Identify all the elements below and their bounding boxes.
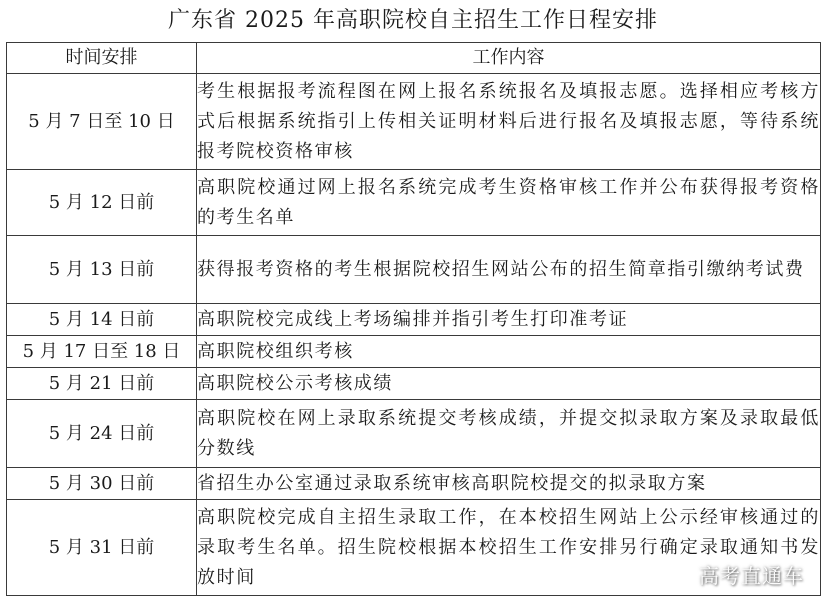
table-row: [7, 368, 821, 400]
row-content: 高职院校通过网上报名系统完成考生资格审核工作并公布获得报考资格的考生名单: [197, 170, 821, 236]
row-content: 获得报考资格的考生根据院校招生网站公布的招生简章指引缴纳考试费: [197, 236, 821, 304]
table-row: [7, 304, 821, 336]
table-header-row: [7, 43, 821, 74]
row-content: 高职院校完成线上考场编排并指引考生打印准考证: [197, 304, 821, 336]
row-time: 5 月 31 日前: [7, 500, 197, 596]
row-time: 5 月 12 日前: [7, 170, 197, 236]
row-content: 高职院校在网上录取系统提交考核成绩，并提交拟录取方案及录取最低分数线: [197, 400, 821, 468]
row-content: 高职院校完成自主招生录取工作，在本校招生网站上公示经审核通过的录取考生名单。招生院校根据本校招生工作安排另行确定录取通知书发放时间: [197, 500, 821, 596]
row-time: 5 月 24 日前: [7, 400, 197, 468]
row-time: 5 月 14 日前: [7, 304, 197, 336]
table-row: [7, 74, 821, 170]
row-content: 考生根据报考流程图在网上报名系统报名及填报志愿。选择相应考核方式后根据系统指引上传相关证明材料后进行报名及填报志愿，等待系统报考院校资格审核: [197, 74, 821, 170]
row-time: 5 月 13 日前: [7, 236, 197, 304]
table-row: [7, 336, 821, 368]
header-content: 工作内容: [197, 43, 821, 74]
row-time: 5 月 17 日至 18 日: [7, 336, 197, 368]
table-row: [7, 400, 821, 468]
watermark: 高考直通车: [699, 564, 804, 588]
table-row: [7, 170, 821, 236]
row-time: 5 月 30 日前: [7, 468, 197, 500]
row-time: 5 月 21 日前: [7, 368, 197, 400]
schedule-table: [6, 42, 821, 596]
row-content: 高职院校组织考核: [197, 336, 821, 368]
row-time: 5 月 7 日至 10 日: [7, 74, 197, 170]
header-time: 时间安排: [7, 43, 197, 74]
page-title: 广东省 2025 年高职院校自主招生工作日程安排: [168, 8, 658, 33]
row-content: 省招生办公室通过录取系统审核高职院校提交的拟录取方案: [197, 468, 821, 500]
table-row: [7, 468, 821, 500]
row-content: 高职院校公示考核成绩: [197, 368, 821, 400]
table-row: [7, 236, 821, 304]
